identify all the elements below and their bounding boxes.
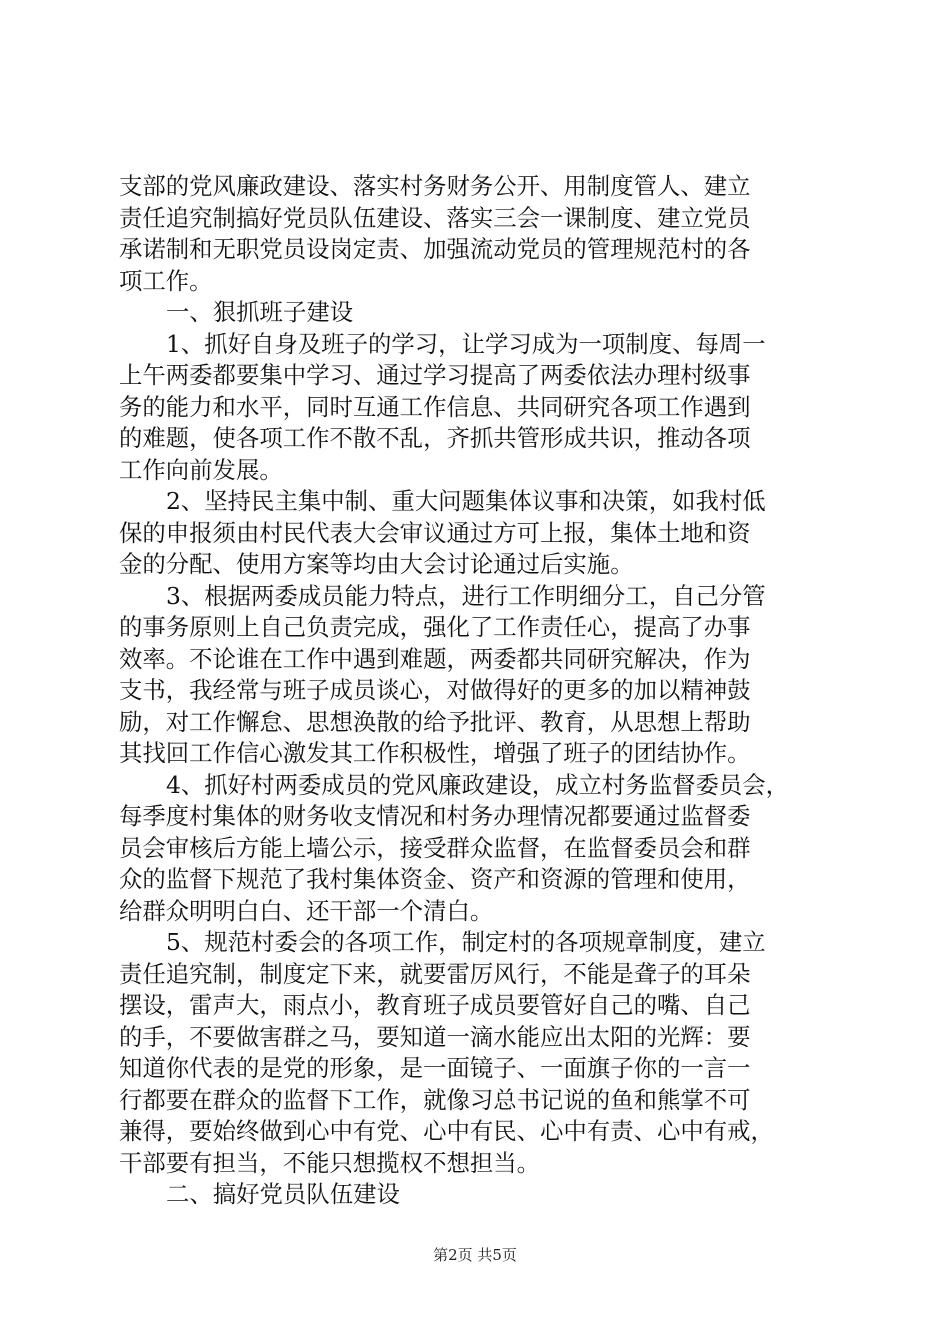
- text-line: 二、搞好党员队伍建设: [166, 1180, 400, 1208]
- text-line: 2、坚持民主集中制、重大问题集体议事和决策，如我村低: [166, 487, 766, 515]
- text-line: 行都要在群众的监督下工作，就像习总书记说的鱼和熊掌不可: [119, 1085, 751, 1114]
- text-line: 3、根据两委成员能力特点，进行工作明细分工，自己分管: [166, 581, 766, 610]
- text-line: 一、狠抓班子建设: [166, 298, 354, 326]
- text-line: 的事务原则上自己负责完成，强化了工作责任心，提高了办事: [119, 613, 751, 641]
- text-line: 的手，不要做害群之马，要知道一滴水能应出太阳的光辉：要: [119, 1022, 751, 1051]
- text-line: 务的能力和水平，同时互通工作信息、共同研究各项工作遇到: [119, 392, 751, 421]
- text-line: 效率。不论谁在工作中遇到难题，两委都共同研究解决，作为: [119, 644, 751, 673]
- text-line: 众的监督下规范了我村集体资金、资产和资源的管理和使用，: [119, 865, 751, 893]
- text-line: 4、抓好村两委成员的党风廉政建设，成立村务监督委员会，: [166, 770, 790, 799]
- text-line: 保的申报须由村民代表大会审议通过方可上报，集体土地和资: [119, 518, 751, 547]
- text-line: 摆设，雷声大，雨点小，教育班子成员要管好自己的嘴、自己: [119, 991, 751, 1019]
- text-line: 员会审核后方能上墙公示，接受群众监督，在监督委员会和群: [119, 833, 751, 862]
- text-line: 其找回工作信心激发其工作积极性，增强了班子的团结协作。: [119, 739, 751, 767]
- text-line: 责任追究制，制度定下来，就要雷厉风行，不能是聋子的耳朵: [119, 959, 751, 988]
- text-line: 知道你代表的是党的形象，是一面镜子、一面旗子你的一言一: [119, 1054, 751, 1082]
- text-line: 5、规范村委会的各项工作，制定村的各项规章制度，建立: [166, 928, 766, 956]
- text-line: 项工作。: [119, 266, 213, 295]
- text-line: 承诺制和无职党员设岗定责、加强流动党员的管理规范村的各: [119, 235, 751, 263]
- text-line: 工作向前发展。: [119, 455, 283, 484]
- text-line: 给群众明明白白、还干部一个清白。: [119, 896, 494, 925]
- text-line: 支部的党风廉政建设、落实村务财务公开、用制度管人、建立: [119, 172, 751, 200]
- text-line: 1、抓好自身及班子的学习，让学习成为一项制度、每周一: [166, 329, 766, 358]
- text-line: 支书，我经常与班子成员谈心，对做得好的更多的加以精神鼓: [119, 676, 751, 704]
- text-line: 金的分配、使用方案等均由大会讨论通过后实施。: [119, 550, 634, 578]
- text-line: 每季度村集体的财务收支情况和村务办理情况都要通过监督委: [119, 802, 751, 830]
- document-body: [119, 171, 831, 1211]
- text-line: 兼得，要始终做到心中有党、心中有民、心中有责、心中有戒，: [119, 1117, 774, 1145]
- page-footer: 第2页 共5页: [433, 1246, 517, 1264]
- text-line: 励，对工作懈怠、思想涣散的给予批评、教育，从思想上帮助: [119, 707, 751, 736]
- text-line: 干部要有担当，不能只想揽权不想担当。: [119, 1148, 541, 1177]
- text-line: 责任追究制搞好党员队伍建设、落实三会一课制度、建立党员: [119, 203, 751, 232]
- text-line: 的难题，使各项工作不散不乱，齐抓共管形成共识，推动各项: [119, 424, 751, 452]
- text-line: 上午两委都要集中学习、通过学习提高了两委依法办理村级事: [119, 361, 751, 389]
